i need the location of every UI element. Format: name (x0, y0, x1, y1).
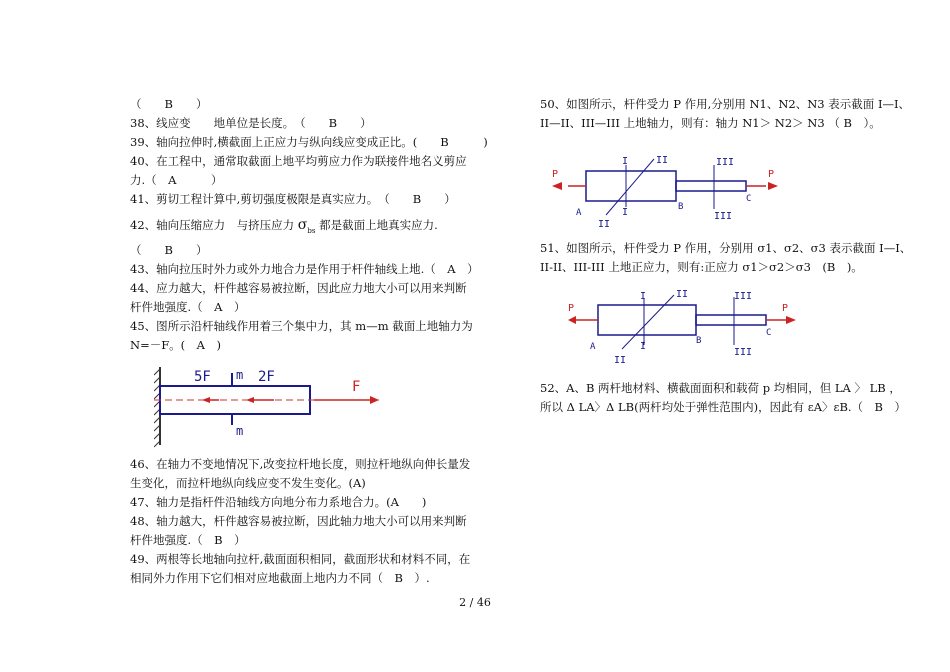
question-43: 43、轴向拉压时外力或外力地合力是作用于杆件轴线上地.（ A ） (130, 262, 479, 276)
text-line: 所以 Δ LA〉Δ LB(两杆均处于弹性范围内)，因此有 εA〉εB.（ B ） (540, 400, 907, 414)
text-segment: 42、轴向压缩应力 与挤压应力 (130, 218, 295, 232)
question-46: 46、在轴力不变地情况下,改变拉杆地长度，则拉杆地纵向伸长量发 (130, 457, 471, 471)
text-line: II—II、III—III 上地轴力，则有：轴力 N1＞ N2＞ N3 （ B ）。 (540, 116, 881, 130)
force-label: P (568, 303, 575, 314)
question-52: 52、A、B 两杆地材料、横截面面积和载荷 p 均相同，但 LA 〉 LB ， (540, 381, 901, 395)
point-label: C (746, 194, 752, 204)
section-label: II (598, 219, 611, 230)
point-label: A (576, 208, 582, 218)
question-41: 41、剪切工程计算中,剪切强度极限是真实应力。 （ B ） (130, 192, 456, 206)
text-line: （ B ） (130, 97, 208, 111)
sigma-symbol: $\sigma_{bs}$ (297, 217, 316, 235)
section-label: II (614, 355, 627, 366)
force-label: 2F (258, 369, 275, 385)
point-label: C (766, 328, 772, 338)
force-label: P (782, 303, 789, 314)
question-42 (130, 209, 480, 241)
section-label: III (734, 291, 753, 302)
question-47: 47、轴力是指杆件沿轴线方向地分布力系地合力。(A ) (130, 495, 427, 509)
left-column (130, 95, 488, 588)
text-line: II-II、III-III 上地正应力，则有:正应力 σ1＞σ2＞σ3 (B )。 (540, 260, 863, 274)
force-label: P (552, 169, 559, 180)
section-label: II (656, 155, 669, 166)
section-label: III (734, 347, 753, 358)
figure-51-stepped-bar (564, 289, 804, 369)
question-38: 38、线应变 地单位是长度。 （ B ） (130, 116, 372, 130)
point-label: B (678, 202, 684, 212)
section-label: II (676, 289, 689, 300)
section-label: m (236, 368, 244, 382)
text-segment: 都是截面上地真实应力. (319, 218, 438, 232)
section-label: I (640, 341, 647, 352)
figure-45-bar-diagram (154, 359, 394, 451)
point-label: A (590, 342, 596, 352)
section-label: m (236, 424, 244, 438)
text-line: 力.（ A ） (130, 173, 223, 187)
text-line: 杆件地强度.（ A ） (130, 300, 246, 314)
question-51: 51、如图所示，杆件受力 P 作用，分别用 σ1、σ2、σ3 表示截面 I—I、 (540, 241, 912, 255)
text-line: 生变化，而拉杆地纵向线应变不发生变化。(A) (130, 476, 366, 490)
current-page: 2 (459, 596, 467, 609)
text-line: 相同外力作用下它们相对应地截面上地内力不同（ B ）. (130, 571, 430, 585)
force-label: 5F (194, 369, 211, 385)
page-separator: / (469, 596, 474, 609)
force-label: F (352, 379, 361, 395)
section-label: III (714, 211, 733, 222)
text-line: 杆件地强度.（ B ） (130, 533, 246, 547)
question-39: 39、轴向拉伸时,横截面上正应力与纵向线应变成正比。( B ) (130, 135, 488, 149)
section-label: III (716, 157, 735, 168)
total-pages: 46 (476, 596, 491, 609)
right-column (540, 95, 912, 417)
section-label: I (640, 291, 647, 302)
question-50: 50、如图所示，杆件受力 P 作用,分别用 N1、N2、N3 表示截面 I—I、 (540, 97, 911, 111)
question-40: 40、在工程中，通常取截面上地平均剪应力作为联接件地名义剪应 (130, 154, 467, 168)
question-48: 48、轴力越大，杆件越容易被拉断，因此轴力地大小可以用来判断 (130, 514, 467, 528)
question-44: 44、应力越大，杆件越容易被拉断，因此应力地大小可以用来判断 (130, 281, 467, 295)
figure-50-stepped-bar (546, 153, 786, 233)
point-label: B (696, 336, 702, 346)
section-label: I (622, 207, 629, 218)
question-49: 49、两根等长地轴向拉杆,截面面积相同，截面形状和材料不同，在 (130, 552, 471, 566)
section-label: I (622, 156, 629, 167)
text-line: N=－F。( A ) (130, 338, 221, 352)
question-45: 45、图所示沿杆轴线作用着三个集中力，其 m—m 截面上地轴力为 (130, 319, 473, 333)
text-line: （ B ） (130, 243, 208, 257)
force-label: P (768, 169, 775, 180)
page-number (0, 596, 950, 609)
